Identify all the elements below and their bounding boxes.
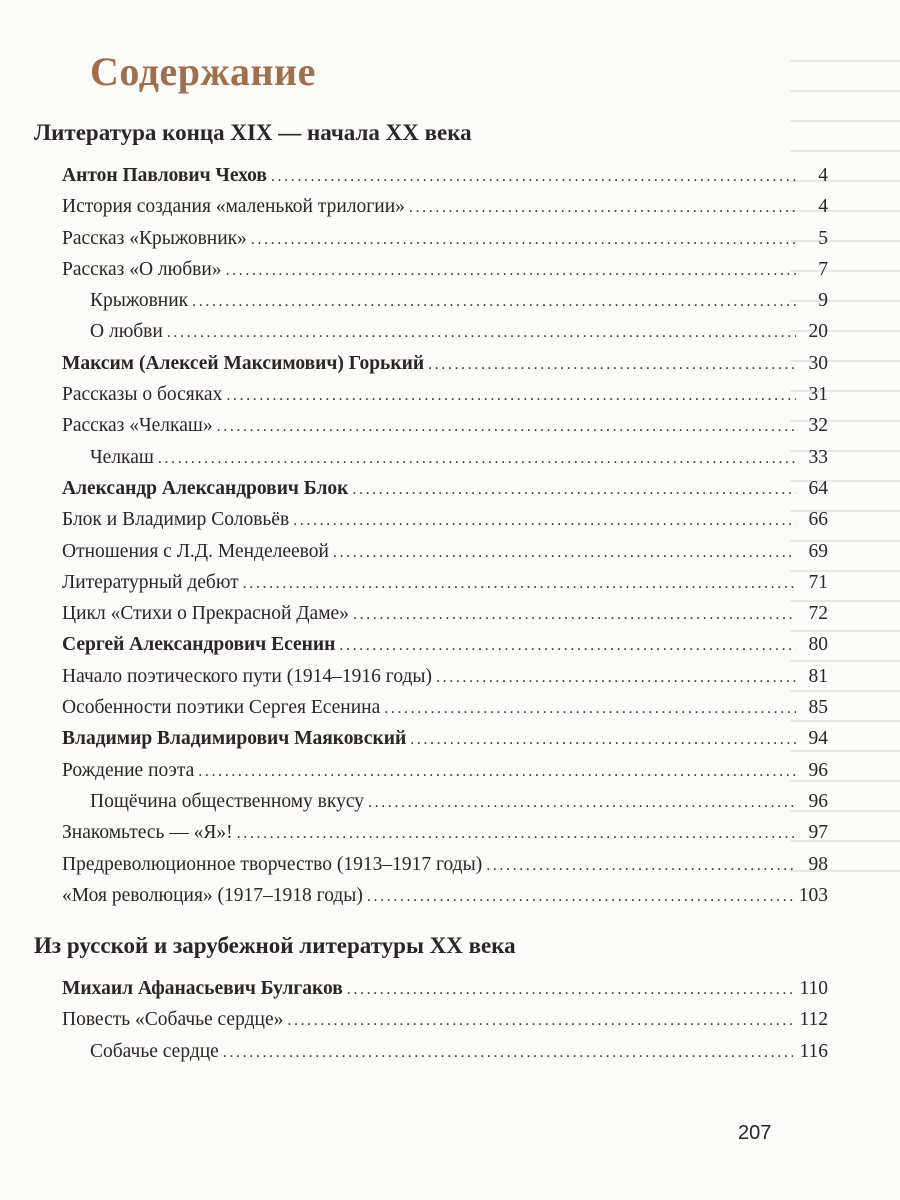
dot-leader [428,350,796,380]
entry-title: Рождение поэта [62,759,195,781]
entry-title: Предреволюционное творчество (1913–1917 годы) [62,853,483,875]
entry-page-number: 7 [818,258,828,280]
section-heading: Литература конца XIX — начала XX века [34,120,472,145]
entry-page-number: 33 [808,446,828,468]
dot-leader [192,287,796,317]
dot-leader [287,1006,793,1036]
entry-title: Отношения с Л.Д. Менделеевой [62,540,329,562]
toc-entry [34,285,828,316]
dot-leader [237,819,796,849]
entry-page-number: 72 [808,603,828,625]
dot-leader [486,851,796,881]
toc-entry [34,254,828,285]
dot-leader [158,444,796,474]
entry-page-number: 30 [808,352,828,374]
dot-leader [223,1038,794,1068]
toc-entry [34,692,828,723]
toc-entry [34,442,828,473]
toc-entry [34,598,828,629]
dot-leader [409,193,796,223]
toc-section-1 [34,118,828,911]
dot-leader [353,600,796,630]
toc-entry [34,504,828,535]
page-number: 207 [738,1122,772,1144]
page-title: Содержание [90,49,316,94]
toc-entry [34,223,828,254]
dot-leader [226,381,796,411]
toc-entry [34,536,828,567]
entry-title: О любви [90,321,163,343]
entry-page-number: 94 [808,728,828,750]
entry-page-number: 112 [799,1009,828,1031]
entry-page-number: 31 [808,384,828,406]
entry-title: Рассказ «О любви» [62,258,222,280]
dot-leader [347,975,794,1005]
toc-entry [34,1004,828,1035]
entry-page-number: 66 [808,509,828,531]
entry-page-number: 103 [798,884,828,906]
entry-page-number: 4 [818,196,828,218]
dot-leader [271,162,796,192]
entry-title: История создания «маленькой трилогии» [62,196,405,218]
toc-entry [34,723,828,754]
entry-title: Повесть «Собачье сердце» [62,1009,284,1031]
toc-entry [34,316,828,347]
entry-page-number: 80 [808,634,828,656]
dot-leader [410,725,796,755]
entry-title: Особенности поэтики Сергея Есенина [62,697,381,719]
entry-page-number: 9 [818,290,828,312]
toc-entry [34,755,828,786]
entry-title: Блок и Владимир Соловьёв [62,509,290,531]
entry-page-number: 64 [808,477,828,499]
dot-leader [333,538,796,568]
entry-title: Владимир Владимирович Маяковский [62,728,407,750]
section-heading: Из русской и зарубежной литературы XX века [34,933,516,958]
toc-entry [34,880,828,911]
dot-leader [368,788,796,818]
entry-page-number: 71 [808,571,828,593]
entry-title: Челкаш [90,446,154,468]
dot-leader [384,694,796,724]
entry-title: Антон Павлович Чехов [62,165,267,186]
dot-leader [167,318,796,348]
toc-entry [34,567,828,598]
entry-page-number: 110 [799,978,828,999]
dot-leader [251,225,796,255]
entry-page-number: 96 [808,759,828,781]
entry-title: Рассказ «Крыжовник» [62,227,247,249]
entry-title: Пощёчина общественному вкусу [90,790,364,812]
toc-entry [34,661,828,692]
dot-leader [339,631,796,661]
toc-entry [34,1036,828,1067]
toc-entry [34,160,828,191]
entry-title: Литературный дебют [62,571,239,593]
dot-leader [352,475,796,505]
entry-page-number: 85 [808,697,828,719]
toc-entry [34,473,828,504]
entry-title: Александр Александрович Блок [62,477,349,499]
entry-page-number: 32 [808,415,828,437]
dot-leader [198,757,796,787]
toc-entry [34,191,828,222]
entry-page-number: 96 [808,790,828,812]
toc-entry [34,348,828,379]
toc-entry [34,379,828,410]
dot-leader [293,506,796,536]
entry-title: Сергей Александрович Есенин [62,634,336,656]
entry-title: Рассказ «Челкаш» [62,415,213,437]
toc-entry [34,973,828,1004]
entry-page-number: 98 [808,853,828,875]
dot-leader [367,882,793,912]
toc-entry [34,817,828,848]
entry-page-number: 20 [808,321,828,343]
entry-page-number: 5 [818,227,828,249]
entry-title: Рассказы о босяках [62,384,223,406]
dot-leader [243,569,796,599]
entry-page-number: 4 [818,165,828,186]
dot-leader [217,412,796,442]
entry-title: «Моя революция» (1917–1918 годы) [62,884,363,906]
entry-title: Максим (Алексей Максимович) Горький [62,352,425,374]
toc-entry [34,849,828,880]
entry-page-number: 69 [808,540,828,562]
toc-section-2 [34,931,828,1067]
toc-entry [34,629,828,660]
entry-title: Начало поэтического пути (1914–1916 годы) [62,665,433,687]
dot-leader [226,256,796,286]
entry-page-number: 97 [808,822,828,844]
entry-page-number: 81 [808,665,828,687]
entry-title: Знакомьтесь — «Я»! [62,822,233,844]
dot-leader [436,663,796,693]
entry-title: Цикл «Стихи о Прекрасной Даме» [62,603,349,625]
entry-title: Собачье сердце [90,1040,219,1062]
toc-entry [34,786,828,817]
entry-title: Крыжовник [90,290,189,312]
toc-entry [34,410,828,441]
entry-page-number: 116 [799,1040,828,1062]
entry-title: Михаил Афанасьевич Булгаков [62,978,343,999]
